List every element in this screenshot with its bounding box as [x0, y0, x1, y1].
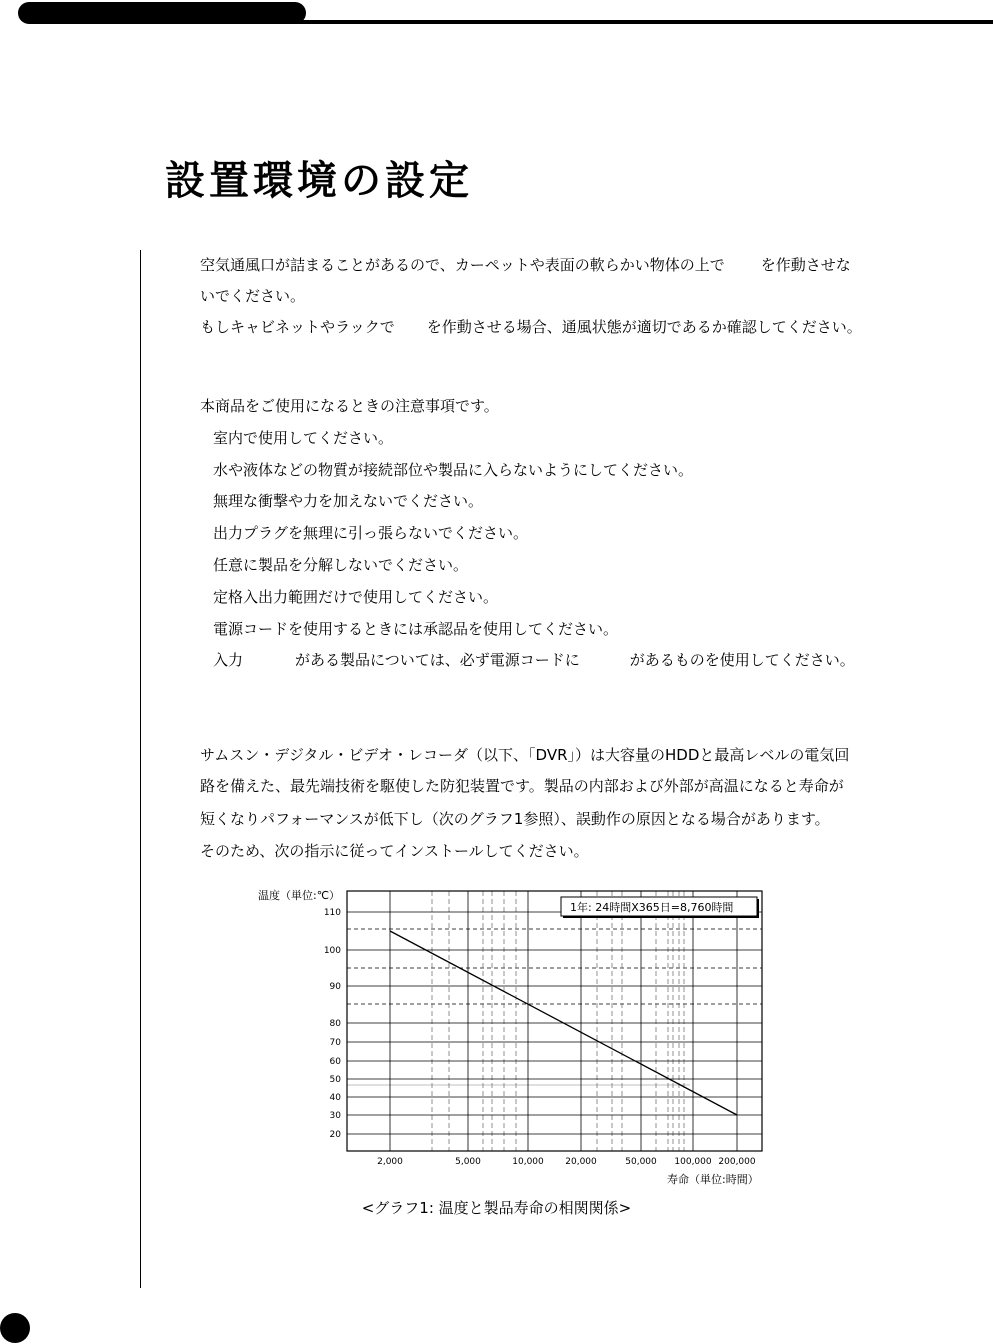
- x-tick-label: 100,000: [674, 1157, 712, 1167]
- x-tick-label: 2,000: [377, 1157, 403, 1167]
- x-tick-label: 50,000: [625, 1157, 657, 1167]
- s1-line3: もしキャビネットやラックで を作動させる場合、通風状態が適切であるか確認してください。: [200, 318, 862, 336]
- s2-heading: 本商品をご使用になるときの注意事項です。: [200, 397, 499, 415]
- y-tick-labels: [324, 908, 341, 1140]
- list-item: 電源コードを使用するときには承認品を使用してください。: [213, 620, 619, 638]
- s3-line1: サムスン・デジタル・ビデオ・レコーダ（以下、「DVR」）は大容量のHDDと最高レベルの電気回: [200, 746, 850, 764]
- x-tick-label: 5,000: [455, 1157, 481, 1167]
- x-tick-label: 10,000: [512, 1157, 544, 1167]
- y-tick-label: 40: [329, 1093, 341, 1103]
- list-item: 室内で使用してください。: [213, 429, 394, 447]
- annotation-shadow: [563, 916, 759, 918]
- list-item: 無理な衝撃や力を加えないでください。: [213, 492, 484, 510]
- x-tick-labels: [377, 1157, 756, 1167]
- y-tick-label: 20: [329, 1130, 341, 1140]
- page-title: 設置環境の設定: [165, 158, 473, 204]
- s3-line2: 路を備えた、最先端技術を駆使した防犯装置です。製品の内部および外部が高温になると寿命が: [200, 777, 844, 795]
- x-tick-label: 200,000: [718, 1157, 756, 1167]
- chart-caption: <グラフ1: 温度と製品寿命の相関関係>: [361, 1199, 632, 1217]
- s1-line2: いでください。: [200, 287, 306, 305]
- list-item: 出力プラグを無理に引っ張らないでください。: [213, 524, 529, 542]
- list-item: 入力 がある製品については、必ず電源コードに があるものを使用してください。: [213, 651, 855, 669]
- y-tick-label: 80: [329, 1019, 341, 1029]
- page-marker: [0, 1313, 30, 1343]
- s3-line3: 短くなりパフォーマンスが低下し（次のグラフ1参照）、誤動作の原因となる場合があります。: [200, 810, 830, 828]
- y-tick-label: 50: [329, 1075, 341, 1085]
- y-tick-label: 60: [329, 1057, 341, 1067]
- y-tick-label: 100: [323, 946, 341, 956]
- y-tick-label: 90: [329, 982, 341, 992]
- list-item: 定格入出力範囲だけで使用してください。: [213, 588, 499, 606]
- major-grid: [347, 891, 762, 1151]
- annotation-text: 1年: 24時間X365日=8,760時間: [570, 901, 734, 914]
- minor-grid: [347, 891, 762, 1151]
- x-axis-label: 寿命（単位:時間）: [667, 1173, 759, 1186]
- y-axis-label: 温度（単位:℃）: [258, 889, 341, 902]
- x-tick-label: 20,000: [565, 1157, 597, 1167]
- y-tick-label: 110: [323, 908, 341, 918]
- s1-line1: 空気通風口が詰まることがあるので、カーペットや表面の軟らかい物体の上で を作動させな: [200, 256, 851, 274]
- plot-frame: [347, 891, 762, 1151]
- y-tick-label: 70: [329, 1038, 341, 1048]
- list-item: 任意に製品を分解しないでください。: [213, 556, 469, 574]
- s3-line4: そのため、次の指示に従ってインストールしてください。: [200, 842, 589, 860]
- annotation-shadow: [757, 899, 759, 918]
- y-tick-label: 30: [329, 1111, 341, 1121]
- list-item: 水や液体などの物質が接続部位や製品に入らないようにしてください。: [213, 461, 694, 479]
